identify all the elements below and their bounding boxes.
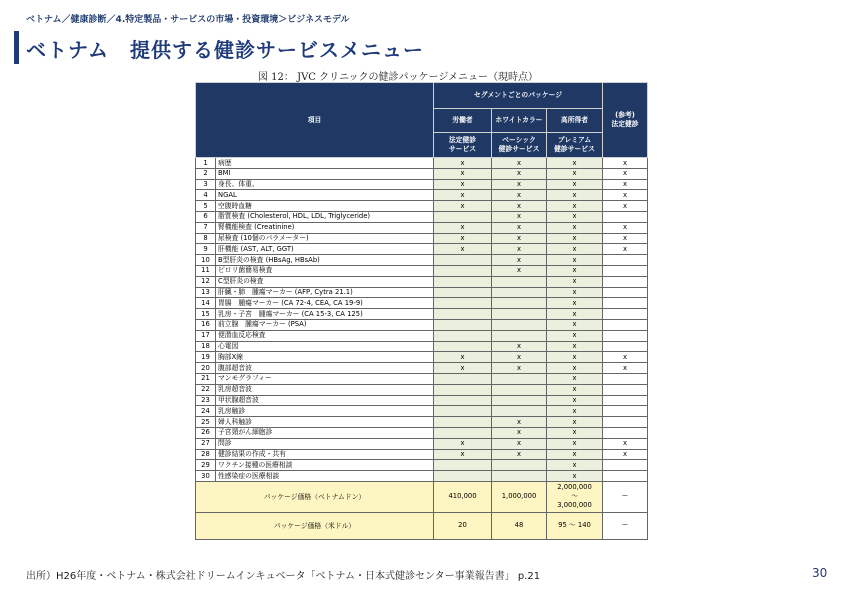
row-mark: x	[492, 158, 547, 169]
row-mark: x	[492, 417, 547, 428]
row-mark: x	[547, 417, 603, 428]
row-mark: x	[492, 168, 547, 179]
row-mark: x	[547, 179, 603, 190]
table-row	[196, 309, 648, 320]
row-mark: x	[492, 363, 547, 374]
table-row	[196, 201, 648, 212]
row-item: 便潜血反応検査	[216, 330, 434, 341]
price-vnd-legal: 410,000	[434, 481, 492, 512]
table-row	[196, 244, 648, 255]
row-mark	[434, 287, 492, 298]
row-mark	[603, 384, 648, 395]
table-row	[196, 341, 648, 352]
row-mark: x	[434, 158, 492, 169]
row-number: 8	[196, 233, 216, 244]
row-item: 病歴	[216, 158, 434, 169]
table-row	[196, 222, 648, 233]
row-number: 6	[196, 211, 216, 222]
page-number: 30	[812, 566, 828, 580]
row-mark	[434, 319, 492, 330]
row-mark: x	[603, 352, 648, 363]
row-mark: x	[434, 233, 492, 244]
row-mark: x	[434, 168, 492, 179]
row-mark: x	[547, 341, 603, 352]
row-item: C型肝炎の検査	[216, 276, 434, 287]
row-number: 23	[196, 395, 216, 406]
row-mark	[603, 255, 648, 266]
row-mark	[603, 309, 648, 320]
header-pkg-legal: 法定健診 サービス	[434, 133, 492, 158]
row-item: 肝機能 (AST, ALT, GGT)	[216, 244, 434, 255]
row-item: 問診	[216, 438, 434, 449]
row-mark	[603, 341, 648, 352]
header-pkg-basic: ベーシック 健診サービス	[492, 133, 547, 158]
row-mark: x	[547, 244, 603, 255]
row-mark: x	[547, 427, 603, 438]
row-mark	[434, 330, 492, 341]
row-mark: x	[492, 438, 547, 449]
row-number: 30	[196, 471, 216, 482]
row-mark: x	[547, 460, 603, 471]
table-row	[196, 449, 648, 460]
row-mark	[492, 287, 547, 298]
row-mark: x	[492, 352, 547, 363]
row-mark	[492, 330, 547, 341]
row-mark	[603, 287, 648, 298]
row-mark	[603, 330, 648, 341]
table-row	[196, 427, 648, 438]
row-mark: x	[603, 363, 648, 374]
row-number: 26	[196, 427, 216, 438]
row-item: 乳房超音波	[216, 384, 434, 395]
row-mark: x	[547, 406, 603, 417]
row-mark: x	[547, 363, 603, 374]
health-checkup-package-table	[195, 82, 648, 540]
row-number: 3	[196, 179, 216, 190]
row-mark: x	[547, 211, 603, 222]
row-number: 13	[196, 287, 216, 298]
row-mark	[603, 211, 648, 222]
row-item: 甲状腺超音波	[216, 395, 434, 406]
row-mark: x	[547, 449, 603, 460]
row-mark: x	[492, 201, 547, 212]
row-number: 24	[196, 406, 216, 417]
row-mark	[434, 395, 492, 406]
price-usd-ref: ー	[603, 512, 648, 539]
row-mark: x	[492, 427, 547, 438]
table-row	[196, 179, 648, 190]
row-mark: x	[547, 298, 603, 309]
row-mark: x	[492, 244, 547, 255]
row-mark	[603, 417, 648, 428]
row-mark: x	[492, 222, 547, 233]
row-item: マンモグラフィー	[216, 373, 434, 384]
price-vnd-ref: ー	[603, 481, 648, 512]
price-vnd-basic: 1,000,000	[492, 481, 547, 512]
row-mark	[434, 265, 492, 276]
row-number: 11	[196, 265, 216, 276]
row-mark: x	[603, 179, 648, 190]
header-item: 項目	[196, 83, 434, 158]
table-row	[196, 352, 648, 363]
table-row	[196, 460, 648, 471]
row-mark: x	[603, 449, 648, 460]
row-number: 25	[196, 417, 216, 428]
row-item: 心電図	[216, 341, 434, 352]
row-mark: x	[547, 158, 603, 169]
row-item: 腎機能検査 (Creatinine)	[216, 222, 434, 233]
table-row	[196, 384, 648, 395]
price-vnd-label: パッケージ価格（ベトナムドン）	[196, 481, 434, 512]
table-row	[196, 471, 648, 482]
row-number: 1	[196, 158, 216, 169]
row-mark: x	[434, 352, 492, 363]
price-usd-premium: 95 〜 140	[547, 512, 603, 539]
row-mark	[492, 373, 547, 384]
table-row	[196, 211, 648, 222]
row-mark	[434, 406, 492, 417]
row-mark: x	[547, 319, 603, 330]
row-item: B型肝炎の検査 (HBsAg, HBsAb)	[216, 255, 434, 266]
row-mark: x	[547, 233, 603, 244]
row-item: ワクチン接種の医療相談	[216, 460, 434, 471]
row-mark: x	[547, 438, 603, 449]
row-item: 乳房・子宮 腫瘍マーカー (CA 15-3, CA 125)	[216, 309, 434, 320]
row-mark: x	[603, 168, 648, 179]
row-mark: x	[547, 222, 603, 233]
row-number: 5	[196, 201, 216, 212]
row-mark: x	[434, 222, 492, 233]
table-row	[196, 265, 648, 276]
row-item: 胸部X線	[216, 352, 434, 363]
row-mark: x	[603, 222, 648, 233]
row-mark: x	[434, 179, 492, 190]
row-mark	[434, 417, 492, 428]
row-mark: x	[547, 330, 603, 341]
row-mark	[603, 460, 648, 471]
table-row	[196, 395, 648, 406]
page-title: ベトナム 提供する健診サービスメニュー	[26, 38, 424, 62]
row-item: 健診結果の作成・共有	[216, 449, 434, 460]
row-mark: x	[434, 363, 492, 374]
row-mark: x	[603, 201, 648, 212]
table-row	[196, 363, 648, 374]
row-mark: x	[547, 384, 603, 395]
row-mark	[492, 309, 547, 320]
row-number: 7	[196, 222, 216, 233]
row-mark: x	[492, 233, 547, 244]
row-mark: x	[434, 190, 492, 201]
row-mark	[434, 373, 492, 384]
table-row	[196, 417, 648, 428]
row-number: 18	[196, 341, 216, 352]
table-row	[196, 438, 648, 449]
row-number: 14	[196, 298, 216, 309]
table-row	[196, 168, 648, 179]
row-number: 22	[196, 384, 216, 395]
row-mark: x	[547, 352, 603, 363]
row-item: 身長、体重、	[216, 179, 434, 190]
row-mark	[492, 406, 547, 417]
row-number: 21	[196, 373, 216, 384]
row-item: 子宮頸がん細胞診	[216, 427, 434, 438]
row-mark: x	[547, 190, 603, 201]
row-mark: x	[603, 158, 648, 169]
row-mark	[434, 255, 492, 266]
row-mark	[492, 460, 547, 471]
row-mark	[603, 427, 648, 438]
header-seg-labor: 労働者	[434, 109, 492, 133]
row-item: 胃腸 腫瘍マーカー (CA 72-4, CEA, CA 19-9)	[216, 298, 434, 309]
table-row	[196, 158, 648, 169]
source-note: 出所）H26年度・ベトナム・株式会社ドリームインキュベータ「ベトナム・日本式健診センター事業報告書」 p.21	[26, 571, 541, 582]
row-item: ピロリ菌簡易検査	[216, 265, 434, 276]
row-mark: x	[547, 395, 603, 406]
price-usd-legal: 20	[434, 512, 492, 539]
row-number: 4	[196, 190, 216, 201]
header-seg-high-income: 高所得者	[547, 109, 603, 133]
row-mark: x	[603, 244, 648, 255]
row-item: 尿検査 (10個のパラメーター)	[216, 233, 434, 244]
row-number: 16	[196, 319, 216, 330]
header-pkg-premium: プレミアム 健診サービス	[547, 133, 603, 158]
table-row	[196, 287, 648, 298]
row-mark: x	[434, 438, 492, 449]
row-mark	[434, 460, 492, 471]
figure-caption: 図 12： JVC クリニックの健診パッケージメニュー（現時点）	[258, 72, 539, 83]
row-mark	[492, 395, 547, 406]
row-number: 2	[196, 168, 216, 179]
row-mark	[434, 384, 492, 395]
row-number: 15	[196, 309, 216, 320]
row-mark	[492, 298, 547, 309]
row-mark	[603, 265, 648, 276]
row-mark	[434, 341, 492, 352]
row-mark	[492, 471, 547, 482]
row-mark: x	[547, 276, 603, 287]
row-mark	[603, 471, 648, 482]
row-mark	[434, 276, 492, 287]
row-number: 28	[196, 449, 216, 460]
row-mark: x	[547, 309, 603, 320]
header-segment: セグメントごとのパッケージ	[434, 83, 603, 109]
header-seg-white-collar: ホワイトカラー	[492, 109, 547, 133]
row-mark: x	[603, 233, 648, 244]
row-item: BMI	[216, 168, 434, 179]
row-mark: x	[603, 190, 648, 201]
row-number: 27	[196, 438, 216, 449]
row-mark: x	[547, 373, 603, 384]
row-mark: x	[547, 168, 603, 179]
row-mark	[603, 395, 648, 406]
row-item: 空腹時血糖	[216, 201, 434, 212]
table-row	[196, 319, 648, 330]
row-mark: x	[547, 471, 603, 482]
row-mark	[492, 319, 547, 330]
row-item: 前立腺 腫瘍マーカー (PSA)	[216, 319, 434, 330]
breadcrumb: ベトナム／健康診断／4.特定製品・サービスの市場・投資環境＞ビジネスモデル	[26, 15, 350, 25]
price-vnd-premium: 2,000,000 ～ 3,000,000	[547, 481, 603, 512]
table-row	[196, 330, 648, 341]
row-mark: x	[492, 179, 547, 190]
row-number: 19	[196, 352, 216, 363]
table-row	[196, 276, 648, 287]
row-mark: x	[603, 438, 648, 449]
row-mark	[603, 298, 648, 309]
row-mark: x	[492, 265, 547, 276]
row-item: 腹部超音波	[216, 363, 434, 374]
table-row	[196, 190, 648, 201]
row-number: 17	[196, 330, 216, 341]
row-item: 脂質検査 (Cholesterol, HDL, LDL, Triglyceride)	[216, 211, 434, 222]
row-mark	[603, 373, 648, 384]
row-number: 10	[196, 255, 216, 266]
row-mark	[492, 276, 547, 287]
row-mark	[603, 276, 648, 287]
table-row	[196, 255, 648, 266]
row-mark: x	[434, 244, 492, 255]
header-reference-legal: (参考) 法定健診	[603, 83, 648, 158]
table-row	[196, 298, 648, 309]
row-mark	[434, 211, 492, 222]
row-item: NGAL	[216, 190, 434, 201]
title-accent-bar	[14, 31, 19, 64]
row-mark: x	[547, 201, 603, 212]
row-mark: x	[434, 449, 492, 460]
row-mark	[434, 471, 492, 482]
row-mark: x	[492, 190, 547, 201]
row-number: 9	[196, 244, 216, 255]
row-mark	[434, 309, 492, 320]
row-mark: x	[492, 449, 547, 460]
row-mark	[434, 427, 492, 438]
row-item: 肝臓・肺 腫瘍マーカー (AFP, Cytra 21.1)	[216, 287, 434, 298]
table-row	[196, 233, 648, 244]
row-mark: x	[492, 341, 547, 352]
row-mark	[492, 384, 547, 395]
row-mark: x	[492, 211, 547, 222]
row-mark: x	[547, 265, 603, 276]
row-number: 29	[196, 460, 216, 471]
table-row	[196, 373, 648, 384]
row-number: 12	[196, 276, 216, 287]
row-item: 婦人科触診	[216, 417, 434, 428]
row-mark: x	[547, 255, 603, 266]
row-mark	[603, 406, 648, 417]
row-number: 20	[196, 363, 216, 374]
row-mark: x	[434, 201, 492, 212]
row-item: 乳房触診	[216, 406, 434, 417]
row-item: 性感染症の医療相談	[216, 471, 434, 482]
row-mark: x	[492, 255, 547, 266]
price-usd-basic: 48	[492, 512, 547, 539]
row-mark	[434, 298, 492, 309]
row-mark: x	[547, 287, 603, 298]
row-mark	[603, 319, 648, 330]
table-row	[196, 406, 648, 417]
price-usd-label: パッケージ価格（米ドル）	[196, 512, 434, 539]
